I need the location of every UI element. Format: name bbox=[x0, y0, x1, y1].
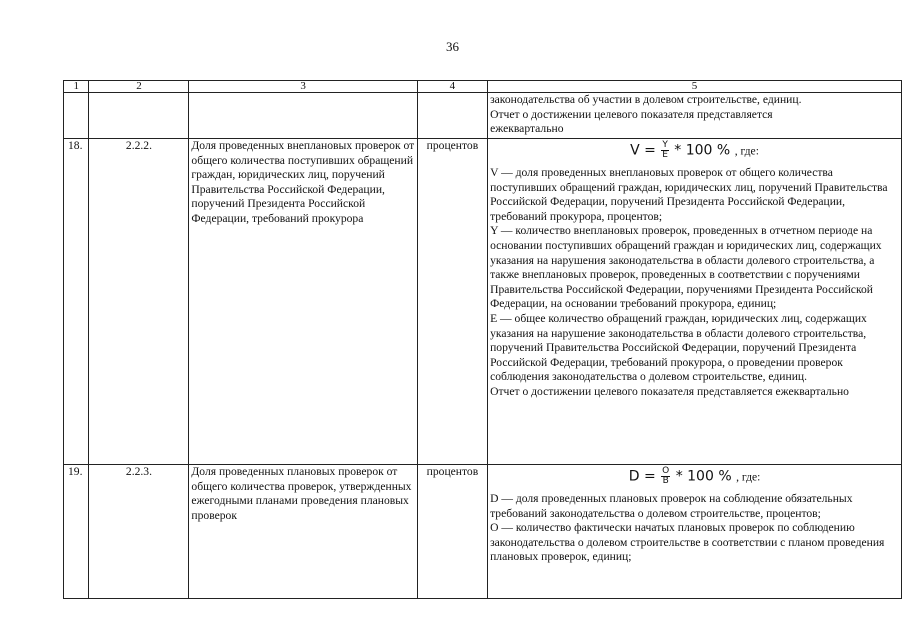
row-number: 18. bbox=[64, 139, 89, 465]
formula-numerator: Y bbox=[662, 140, 668, 150]
desc-paragraph: D — доля проведенных плановых проверок на соблюдение обязательных требований законодательства о долевом строительстве, процентов; bbox=[490, 492, 853, 520]
row-name: Доля проведенных плановых проверок от общего количества проверок, утвержденных ежегодными планами проведения плановых проверок bbox=[189, 465, 417, 599]
formula-rhs: * 100 % bbox=[674, 142, 731, 159]
formula-where: , где: bbox=[734, 144, 759, 158]
cont-cell-3 bbox=[189, 93, 417, 139]
row-description bbox=[488, 465, 902, 599]
row-code: 2.2.2. bbox=[89, 139, 189, 465]
formula-numerator: O bbox=[662, 466, 670, 476]
row-unit: процентов bbox=[417, 139, 487, 465]
cont-cell-4 bbox=[417, 93, 487, 139]
formula-rhs: * 100 % bbox=[675, 468, 732, 485]
formula-denominator: B bbox=[662, 476, 669, 486]
formula bbox=[490, 141, 899, 160]
table-row bbox=[64, 465, 902, 599]
cont-line: ежеквартально bbox=[490, 122, 564, 136]
row-number: 19. bbox=[64, 465, 89, 599]
desc-paragraph: Отчет о достижении целевого показателя представляется ежеквартально bbox=[490, 384, 849, 398]
table-row bbox=[64, 139, 902, 465]
formula-fraction bbox=[661, 467, 670, 486]
desc-paragraph: О — количество фактически начатых плановых проверок по соблюдению законодательства о долевом строительстве в соответствии с планом проведения плановых проверок, единиц; bbox=[490, 521, 885, 564]
header-col-5: 5 bbox=[488, 81, 902, 93]
header-col-3: 3 bbox=[189, 81, 417, 93]
desc-paragraph: Е — общее количество обращений граждан, юридических лиц, содержащих указания на нарушение законодательства в области долевого строительства, поручений Правительства Российской Федерации, поручений Президента Российской Федерации, требований прокурора, о проведении проверок соблюдения законодательства о долевом строительстве, единиц. bbox=[490, 311, 867, 384]
page-number: 36 bbox=[446, 39, 459, 54]
formula-denominator: Е bbox=[662, 150, 668, 160]
formula bbox=[490, 467, 899, 486]
cont-description bbox=[488, 93, 902, 139]
row-unit: процентов bbox=[417, 465, 487, 599]
header-col-1: 1 bbox=[64, 81, 89, 93]
header-col-2: 2 bbox=[89, 81, 189, 93]
cont-cell-1 bbox=[64, 93, 89, 139]
header-col-4: 4 bbox=[417, 81, 487, 93]
row-description bbox=[488, 139, 902, 465]
cont-cell-2 bbox=[89, 93, 189, 139]
formula-fraction bbox=[661, 141, 669, 160]
row-code: 2.2.3. bbox=[89, 465, 189, 599]
cont-line: Отчет о достижении целевого показателя представляется bbox=[490, 107, 773, 121]
formula-lhs: V = bbox=[630, 142, 656, 159]
desc-paragraph: Y — количество внеплановых проверок, проведенных в отчетном периоде на основании поступивших обращений граждан и юридических лиц, содержащих указания на нарушения законодательства в области долевого строительства, а также внеплановых проверок, проведенных в соответствии с поручениями Правительства Российской Федерации, поручениями Президента Российской Федерации, на основании требований прокурора, единиц; bbox=[490, 224, 882, 311]
continuation-row bbox=[64, 93, 902, 139]
formula-where: , где: bbox=[736, 470, 761, 484]
cont-line: законодательства об участии в долевом строительстве, единиц. bbox=[490, 93, 802, 106]
header-row bbox=[64, 81, 902, 93]
row-name: Доля проведенных внеплановых проверок от общего количества поступивших обращений граждан, юридических лиц, поручений Правительства Российской Федерации, поручений Президента Российской Федерации, требований прокурора bbox=[189, 139, 417, 465]
indicators-table bbox=[63, 80, 902, 599]
desc-paragraph: V — доля проведенных внеплановых проверок от общего количества поступивших обращений граждан, юридических лиц, поручений Правительства Российской Федерации, поручений Президента Российской Федерации, требований прокурора, процентов; bbox=[490, 166, 888, 223]
formula-lhs: D = bbox=[628, 468, 656, 485]
